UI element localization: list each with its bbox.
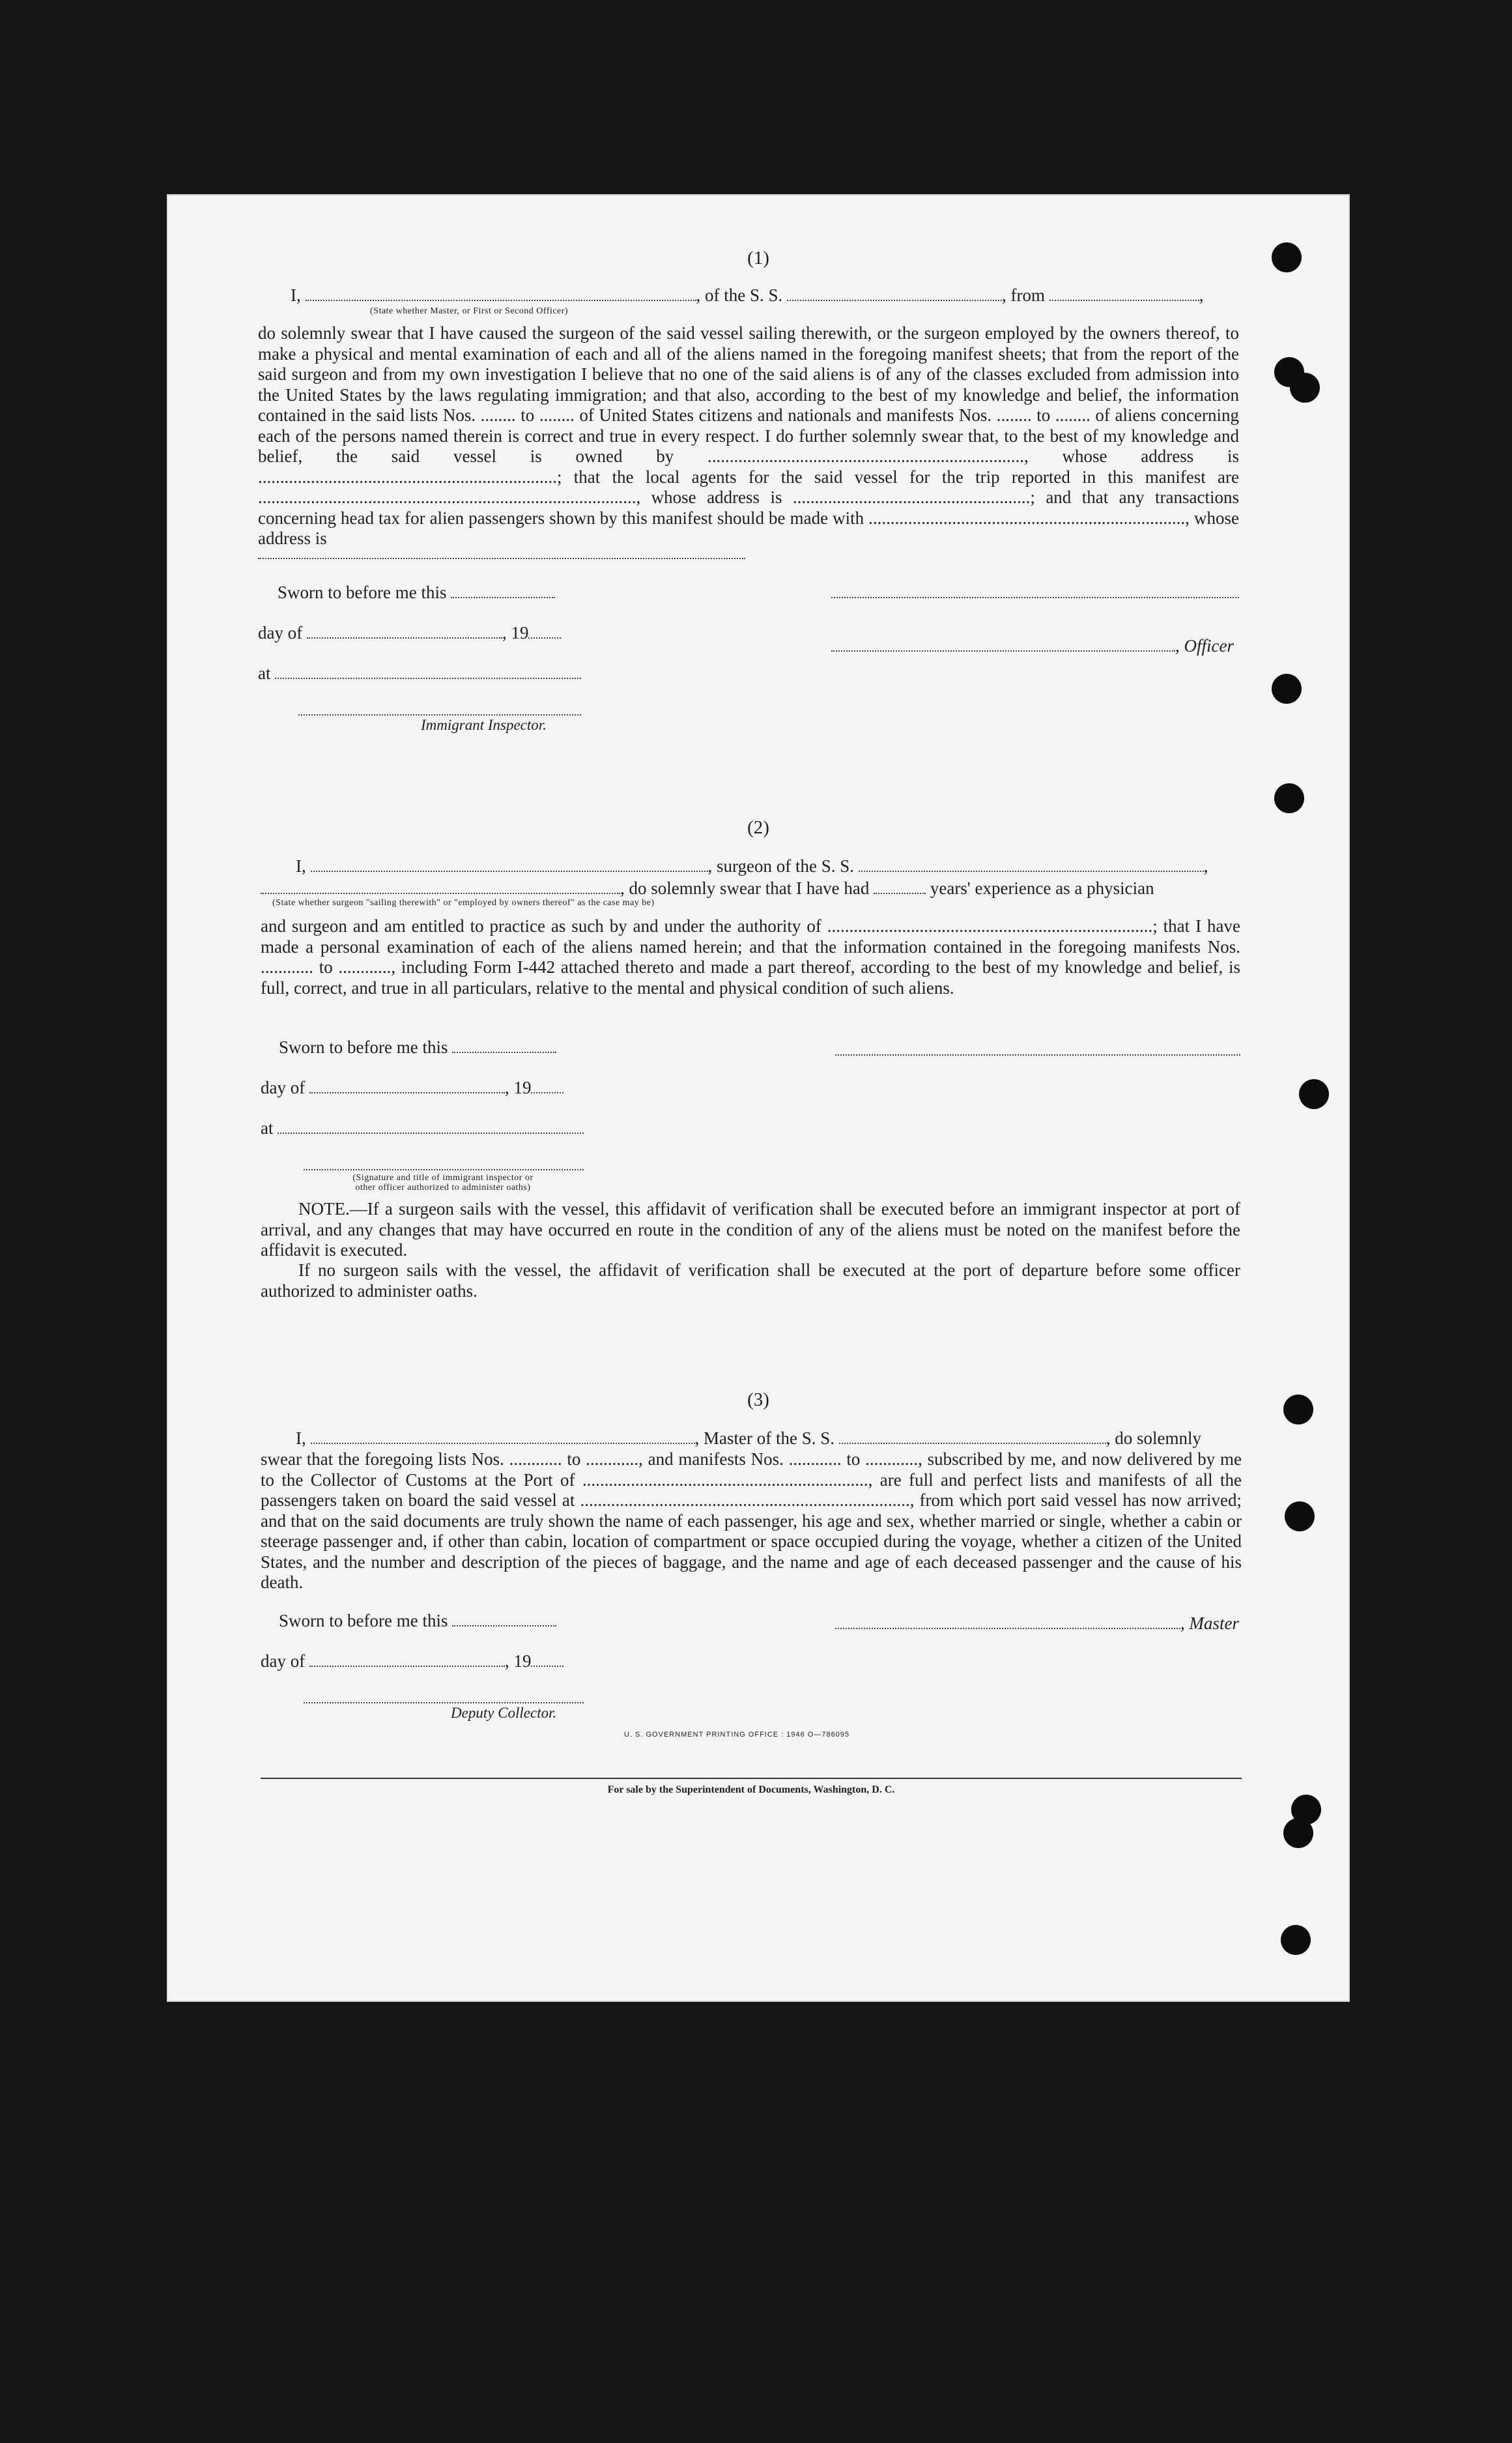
s2-signature-caption-2: other officer authorized to administer oaths): [355, 1183, 531, 1193]
s2-sworn-field[interactable]: [452, 1037, 556, 1053]
s3-sworn-label: Sworn to before me this: [279, 1611, 448, 1630]
s2-signature-line[interactable]: [835, 1054, 1240, 1056]
s1-day-field[interactable]: [307, 623, 502, 639]
s1-vessel-label: , of the S. S.: [696, 285, 783, 305]
s1-at-field[interactable]: [275, 663, 581, 679]
s1-inspector-signature-line[interactable]: [298, 714, 581, 716]
binder-hole-7: [1283, 1395, 1313, 1424]
s3-day-label: day of: [261, 1651, 306, 1671]
s2-swear-label: , do solemnly swear that I have had: [620, 878, 870, 898]
s2-i: I,: [296, 856, 306, 876]
s2-sworn-label: Sworn to before me this: [279, 1037, 448, 1057]
s3-master-field[interactable]: [835, 1613, 1180, 1629]
s3-master-sign-label: , Master: [1180, 1613, 1239, 1633]
s1-year-field[interactable]: [528, 623, 561, 639]
s3-master: [835, 1613, 1239, 1634]
section-1-line-1: [291, 285, 1204, 306]
s1-day: [258, 623, 561, 643]
s2-sworn: [279, 1037, 556, 1058]
s1-sworn-field[interactable]: [451, 583, 555, 598]
s2-signature-caption-1: (Signature and title of immigrant inspector or: [352, 1173, 534, 1183]
s2-signature-caption: [296, 1173, 590, 1193]
binder-hole-1: [1272, 242, 1302, 272]
section-2-line-1: [296, 856, 1208, 876]
s2-inspector-signature-line[interactable]: [304, 1169, 584, 1170]
s1-i: I,: [291, 285, 301, 305]
s1-sworn-label: Sworn to before me this: [278, 583, 447, 602]
binder-hole-6: [1299, 1079, 1329, 1109]
s3-day: [261, 1651, 563, 1671]
s1-from-label: , from: [1002, 285, 1045, 305]
binder-hole-3: [1290, 373, 1320, 403]
s2-status-field[interactable]: [261, 878, 620, 894]
s2-year-field[interactable]: [531, 1078, 563, 1093]
section-3-paragraph: swear that the foregoing lists Nos. ............ to ............, and manifests Nos. ............ to ............, subscribed by me, and now delivered by me to the Collector of Customs at the Port of ................................................................., are full and perfect lists and manifests of all the passengers taken on board the said vessel at ..........................................................................., from which port said vessel has now arrived; and that on the said documents are truly shown the name of each passenger, his age and sex, whether married or single, whether a cabin or steerage passenger and, if other than cabin, location of compartment or space occupied during the voyage, whether a citizen of the United States, and the number and description of the pieces of baggage, and the name and age of each deceased passenger and the cause of his death.: [261, 1449, 1242, 1592]
s3-vessel-field[interactable]: [839, 1428, 1106, 1444]
s1-officer-label: , Officer: [1175, 636, 1234, 656]
s1-name-field[interactable]: [306, 285, 696, 301]
footer-rule: [261, 1778, 1242, 1779]
s1-year-label: , 19: [502, 623, 529, 643]
s3-deputy-label: Deputy Collector.: [451, 1705, 557, 1721]
section-2-number: (2): [747, 817, 769, 838]
s1-signature-line[interactable]: [831, 597, 1239, 598]
s1-sworn: [278, 583, 555, 603]
s2-vessel-field[interactable]: [859, 856, 1204, 872]
s3-day-field[interactable]: [309, 1651, 505, 1667]
s2-status-caption: (State whether surgeon "sailing therewith" or "employed by owners thereof" as the case may be): [272, 898, 655, 908]
s3-deputy-signature-line[interactable]: [304, 1702, 584, 1703]
binder-hole-8: [1285, 1501, 1315, 1531]
binder-hole-5: [1274, 783, 1304, 813]
s2-years-field[interactable]: [874, 878, 926, 894]
s1-at: [258, 663, 581, 684]
s3-name-field[interactable]: [311, 1428, 695, 1444]
s1-inspector-label: Immigrant Inspector.: [421, 717, 547, 733]
s2-day-field[interactable]: [309, 1078, 505, 1093]
s2-day-label: day of: [261, 1078, 306, 1097]
binder-hole-10: [1283, 1818, 1313, 1848]
s3-year-label: , 19: [504, 1651, 532, 1671]
s3-i: I,: [296, 1428, 306, 1448]
s1-vessel-field[interactable]: [787, 285, 1002, 301]
s2-years-label: years' experience as a physician: [930, 878, 1154, 898]
s1-paragraph-end-line[interactable]: [258, 558, 745, 559]
s2-surgeon-label: , surgeon of the S. S.: [707, 856, 855, 876]
s3-year-field[interactable]: [531, 1651, 563, 1667]
form-page: [168, 195, 1348, 2001]
printing-office-line: U. S. GOVERNMENT PRINTING OFFICE : 1946 O—786095: [624, 1731, 850, 1739]
section-3-number: (3): [747, 1389, 769, 1410]
s1-at-label: at: [258, 663, 271, 683]
s2-day: [261, 1078, 563, 1098]
section-3-line-1: [296, 1428, 1201, 1449]
s3-sworn: [279, 1611, 556, 1631]
s3-master-label: , Master of the S. S.: [694, 1428, 834, 1448]
s2-year-label: , 19: [504, 1078, 532, 1097]
s2-comma: ,: [1203, 856, 1208, 876]
s2-note-2: If no surgeon sails with the vessel, the affidavit of verification shall be executed at the port of departure before some officer authorized to administer oaths.: [261, 1260, 1240, 1301]
s1-from-field[interactable]: [1049, 285, 1199, 301]
s2-at: [261, 1118, 584, 1138]
s2-at-field[interactable]: [278, 1118, 584, 1134]
s3-swear-label: , do solemnly: [1105, 1428, 1201, 1448]
section-1-paragraph: do solemnly swear that I have caused the surgeon of the said vessel sailing therewith, or the surgeon employed by the owners thereof, to make a physical and mental examination of each and all of the aliens named in the foregoing manifest sheets; that from the report of the said surgeon and from my own investigation I believe that no one of the said aliens is of any of the classes excluded from admission into the United States by the laws regulating immigration; and that also, according to the best of my knowledge and belief, the information contained in the said lists Nos. ........ to ........ of United States citizens and nationals and manifests Nos. ........ to ........ of aliens concerning each of the persons named therein is correct and true in every respect. I do further solemnly swear that, to the best of my knowledge and belief, the said vessel is owned by ........................................................................, whose address is ....................................................................; that the local agents for the said vessel for the trip reported in this manifest are ......................................................................................, whose address is ......................................................; and that any transactions concerning head tax for alien passengers shown by this manifest should be made with ........................................................................, whose address is: [258, 323, 1239, 548]
section-2-paragraph: and surgeon and am entitled to practice as such by and under the authority of ..........................................................................; that I have made a personal examination of each of the aliens named herein; and that the information contained in the foregoing manifests Nos. ............ to ............, including Form I-442 attached thereto and made a part thereof, according to the best of my knowledge and belief, is full, correct, and true in all particulars, relative to the mental and physical condition of such aliens.: [261, 916, 1240, 998]
s2-note-1: NOTE.—If a surgeon sails with the vessel, this affidavit of verification shall be executed before an immigrant inspector at port of arrival, and any changes that may have occurred en route in the condition of any of the aliens must be noted on the manifest before the affidavit is executed.: [261, 1199, 1240, 1260]
s1-officer-field[interactable]: [831, 636, 1175, 652]
s1-officer: [831, 636, 1234, 656]
section-2-line-2: [261, 878, 1154, 899]
sale-notice: For sale by the Superintendent of Documents, Washington, D. C.: [607, 1784, 895, 1795]
section-1-number: (1): [747, 248, 769, 268]
s1-day-label: day of: [258, 623, 303, 643]
binder-hole-11: [1281, 1925, 1311, 1955]
s1-comma: ,: [1199, 285, 1204, 305]
s2-name-field[interactable]: [311, 856, 708, 872]
binder-hole-4: [1272, 674, 1302, 704]
s2-at-label: at: [261, 1118, 274, 1138]
s3-sworn-field[interactable]: [452, 1611, 556, 1626]
s1-rank-caption: (State whether Master, or First or Second Officer): [370, 306, 569, 316]
